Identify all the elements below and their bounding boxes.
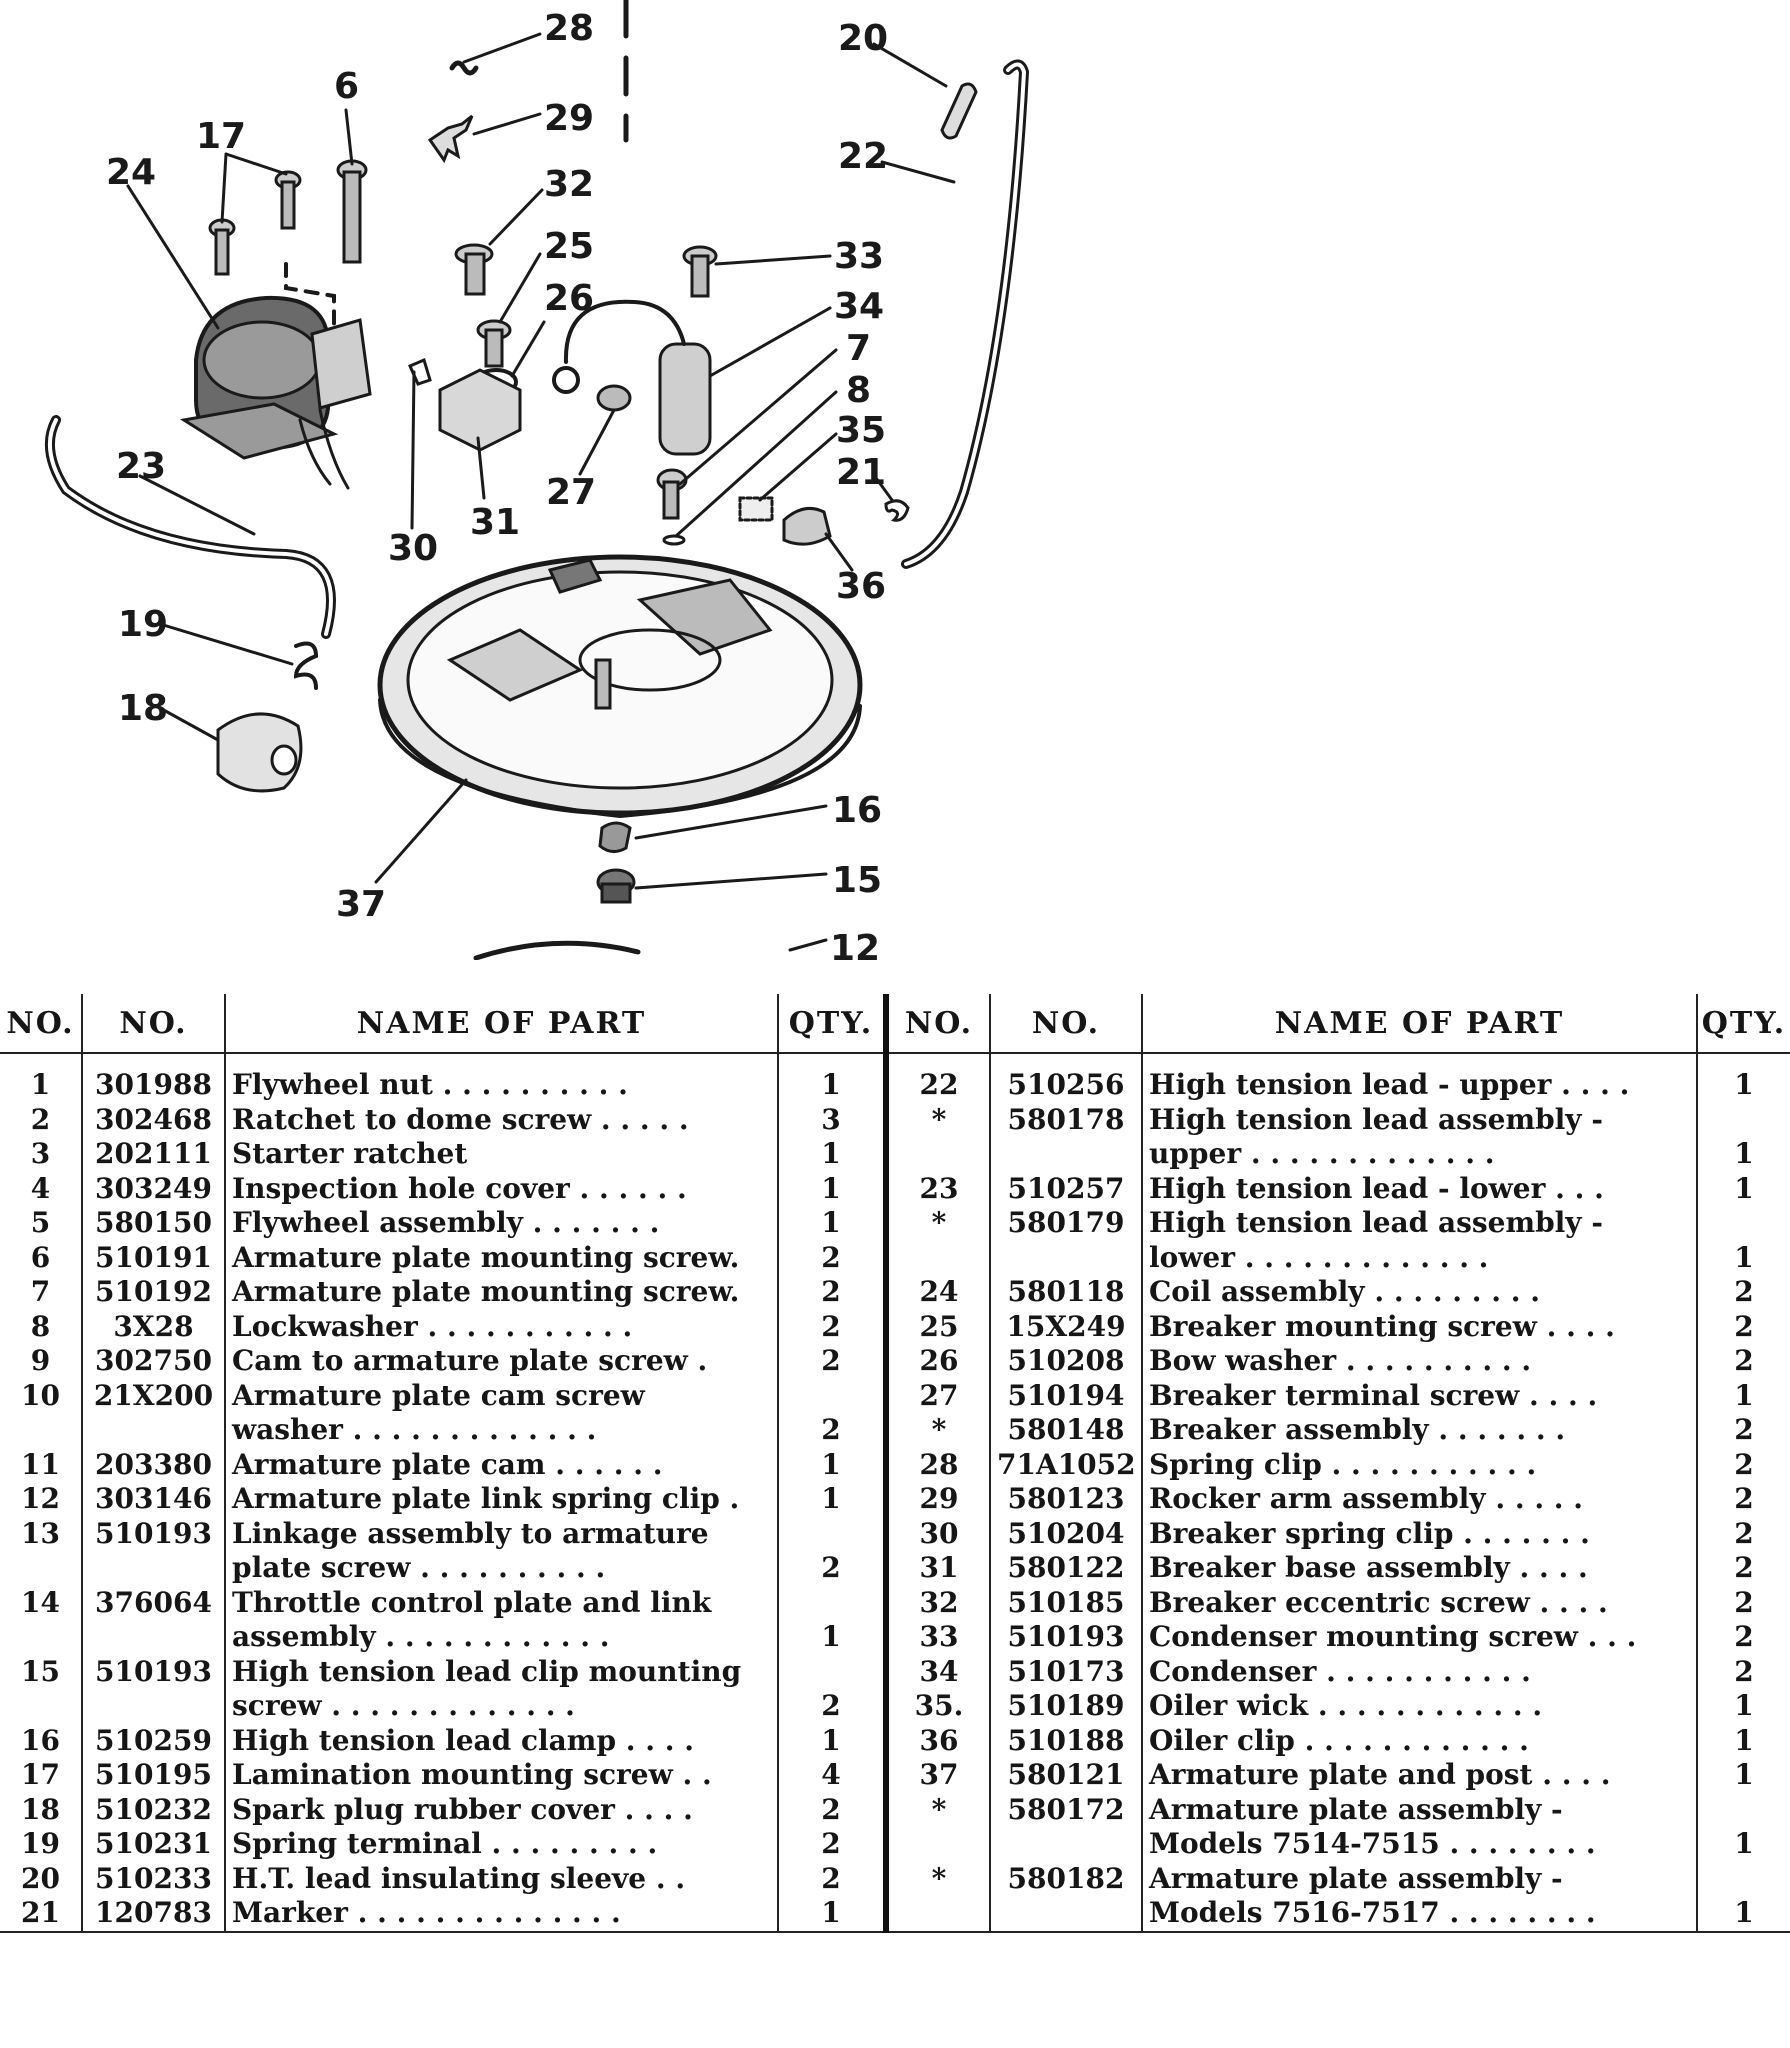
right-item-no: * xyxy=(886,1206,990,1241)
callout-6: 6 xyxy=(334,66,360,107)
header-part-no: NO. xyxy=(990,994,1142,1053)
right-item-no xyxy=(886,1827,990,1862)
parts-table-body xyxy=(0,1053,1790,1932)
right-qty: 2 xyxy=(1697,1413,1790,1448)
left-part-name: Throttle control plate and link xyxy=(225,1586,778,1621)
callout-19: 19 xyxy=(118,604,169,645)
right-item-no: 30 xyxy=(886,1517,990,1552)
table-row xyxy=(0,1310,1790,1345)
left-part-name: Armature plate mounting screw. xyxy=(225,1241,778,1276)
right-part-name: Condenser mounting screw . . . xyxy=(1142,1620,1697,1655)
table-row xyxy=(0,1896,1790,1932)
right-part-name: Models 7514-7515 . . . . . . . . xyxy=(1142,1827,1697,1862)
right-qty: 2 xyxy=(1697,1275,1790,1310)
left-part-name: Armature plate link spring clip . xyxy=(225,1482,778,1517)
table-row xyxy=(0,1758,1790,1793)
right-qty xyxy=(1697,1103,1790,1138)
right-qty: 1 xyxy=(1697,1379,1790,1414)
right-item-no: 25 xyxy=(886,1310,990,1345)
left-item-no: 10 xyxy=(21,1378,60,1412)
table-row xyxy=(0,1137,1790,1172)
right-part-no: 510185 xyxy=(990,1586,1142,1621)
left-part-no: 120783 xyxy=(82,1896,225,1932)
right-part-no: 15X249 xyxy=(990,1310,1142,1345)
left-part-name: Armature plate cam . . . . . . xyxy=(225,1448,778,1483)
left-part-name: assembly . . . . . . . . . . . . xyxy=(225,1620,778,1655)
right-item-no: 35. xyxy=(886,1689,990,1724)
right-item-no: 22 xyxy=(886,1068,990,1103)
right-part-name: Spring clip . . . . . . . . . . . xyxy=(1142,1448,1697,1483)
right-part-name: Breaker spring clip . . . . . . . xyxy=(1142,1517,1697,1552)
right-qty: 1 xyxy=(1697,1172,1790,1207)
right-item-no: 33 xyxy=(886,1620,990,1655)
callout-8: 8 xyxy=(846,370,872,411)
left-part-name: Lockwasher . . . . . . . . . . . xyxy=(225,1310,778,1345)
left-part-no: 510259 xyxy=(82,1724,225,1759)
left-item-no: 2 xyxy=(30,1102,51,1136)
left-item-no: 21 xyxy=(0,1896,82,1932)
table-row xyxy=(0,1586,1790,1621)
right-qty: 1 xyxy=(1697,1896,1790,1932)
left-part-no: 303146 xyxy=(82,1482,225,1517)
left-part-name: screw . . . . . . . . . . . . . xyxy=(225,1689,778,1724)
callout-25: 25 xyxy=(544,226,595,267)
right-part-name: Oiler wick . . . . . . . . . . . . xyxy=(1142,1689,1697,1724)
left-part-no: 510192 xyxy=(82,1275,225,1310)
right-part-no: 580122 xyxy=(990,1551,1142,1586)
right-item-no: * xyxy=(886,1793,990,1828)
header-qty: QTY. xyxy=(1697,994,1790,1053)
left-item-no: 7 xyxy=(30,1275,51,1308)
callout-36: 36 xyxy=(836,566,887,607)
right-part-no: 510193 xyxy=(990,1620,1142,1655)
right-item-no: * xyxy=(886,1413,990,1448)
left-part-name: Spring terminal . . . . . . . . . xyxy=(225,1827,778,1862)
callout-12: 12 xyxy=(830,928,881,960)
left-item-no: 16 xyxy=(21,1723,60,1757)
left-qty: 2 xyxy=(778,1793,886,1828)
left-qty xyxy=(778,1379,886,1414)
right-part-no xyxy=(990,1241,1142,1276)
right-part-no: 510208 xyxy=(990,1344,1142,1379)
left-item-no: 6 xyxy=(30,1240,51,1274)
right-part-no: 580178 xyxy=(990,1103,1142,1138)
left-qty: 1 xyxy=(778,1137,886,1172)
callout-34: 34 xyxy=(834,286,885,327)
right-qty: 2 xyxy=(1697,1551,1790,1586)
right-qty: 2 xyxy=(1697,1655,1790,1690)
right-qty: 1 xyxy=(1697,1068,1790,1103)
header-name-of-part: NAME OF PART xyxy=(225,994,778,1053)
right-item-no: 36 xyxy=(886,1724,990,1759)
right-item-no: 29 xyxy=(886,1482,990,1517)
parts-list xyxy=(0,994,1790,1944)
right-part-name: Breaker base assembly . . . . xyxy=(1142,1551,1697,1586)
callout-31: 31 xyxy=(470,502,521,543)
left-qty xyxy=(778,1517,886,1552)
callout-7: 7 xyxy=(846,328,872,369)
left-part-name: Armature plate mounting screw. xyxy=(225,1275,778,1310)
left-part-no xyxy=(82,1551,225,1586)
table-row xyxy=(0,1724,1790,1759)
right-part-no: 580148 xyxy=(990,1413,1142,1448)
left-part-no: 510231 xyxy=(82,1827,225,1862)
left-qty: 2 xyxy=(778,1689,886,1724)
left-item-no: 1 xyxy=(30,1068,51,1101)
header-item-no: NO. xyxy=(886,994,990,1053)
right-item-no xyxy=(886,1241,990,1276)
right-qty: 2 xyxy=(1697,1448,1790,1483)
left-qty: 2 xyxy=(778,1862,886,1897)
table-spacer-row xyxy=(0,1053,1790,1068)
table-row xyxy=(0,1275,1790,1310)
right-part-no: 510204 xyxy=(990,1517,1142,1552)
left-part-name: washer . . . . . . . . . . . . . xyxy=(225,1413,778,1448)
right-item-no: 23 xyxy=(886,1172,990,1207)
left-part-name: Linkage assembly to armature xyxy=(225,1517,778,1552)
left-part-no: 203380 xyxy=(82,1448,225,1483)
left-part-no: 510193 xyxy=(82,1517,225,1552)
left-item-no: 13 xyxy=(21,1516,60,1550)
header-item-no: NO. xyxy=(0,994,82,1053)
left-item-no xyxy=(0,1551,82,1586)
callout-21: 21 xyxy=(836,452,887,493)
left-part-no: 510193 xyxy=(82,1655,225,1690)
right-qty: 2 xyxy=(1697,1620,1790,1655)
left-part-no: 510191 xyxy=(82,1241,225,1276)
right-qty: 2 xyxy=(1697,1517,1790,1552)
right-qty: 2 xyxy=(1697,1586,1790,1621)
right-part-no xyxy=(990,1137,1142,1172)
table-row xyxy=(0,1862,1790,1897)
callout-28: 28 xyxy=(544,8,595,49)
callout-37: 37 xyxy=(336,884,387,925)
right-part-no: 580179 xyxy=(990,1206,1142,1241)
left-item-no: 20 xyxy=(21,1861,60,1895)
left-item-no: 18 xyxy=(21,1792,60,1826)
callout-22: 22 xyxy=(838,136,889,177)
callout-30: 30 xyxy=(388,528,439,569)
left-qty: 1 xyxy=(778,1896,886,1932)
left-item-no: 8 xyxy=(30,1309,51,1343)
left-qty: 1 xyxy=(778,1068,886,1103)
right-part-name: Breaker mounting screw . . . . xyxy=(1142,1310,1697,1345)
left-part-name: Flywheel assembly . . . . . . . xyxy=(225,1206,778,1241)
right-part-no: 580121 xyxy=(990,1758,1142,1793)
left-part-no: 302468 xyxy=(82,1103,225,1138)
right-part-no: 510188 xyxy=(990,1724,1142,1759)
left-item-no: 19 xyxy=(21,1827,60,1860)
left-qty: 3 xyxy=(778,1103,886,1138)
right-part-name: Coil assembly . . . . . . . . . xyxy=(1142,1275,1697,1310)
left-item-no: 5 xyxy=(30,1206,51,1239)
right-item-no: 28 xyxy=(886,1448,990,1483)
exploded-parts-diagram xyxy=(0,0,1790,960)
right-part-name: Models 7516-7517 . . . . . . . . xyxy=(1142,1896,1697,1932)
callout-17: 17 xyxy=(196,116,247,157)
left-part-no xyxy=(82,1620,225,1655)
left-part-no xyxy=(82,1413,225,1448)
left-qty: 1 xyxy=(778,1724,886,1759)
left-part-no: 510195 xyxy=(82,1758,225,1793)
left-qty: 4 xyxy=(778,1758,886,1793)
right-item-no: 32 xyxy=(886,1586,990,1621)
right-qty xyxy=(1697,1862,1790,1897)
right-qty xyxy=(1697,1206,1790,1241)
callout-29: 29 xyxy=(544,98,595,139)
right-part-name: Armature plate assembly - xyxy=(1142,1793,1697,1828)
table-row xyxy=(0,1172,1790,1207)
table-row xyxy=(0,1413,1790,1448)
left-part-name: H.T. lead insulating sleeve . . xyxy=(225,1862,778,1897)
left-part-no: 302750 xyxy=(82,1344,225,1379)
left-part-name: Starter ratchet xyxy=(225,1137,778,1172)
right-part-name: High tension lead - lower . . . xyxy=(1142,1172,1697,1207)
right-item-no: 24 xyxy=(886,1275,990,1310)
left-part-no: 301988 xyxy=(82,1068,225,1103)
right-part-no: 510257 xyxy=(990,1172,1142,1207)
right-part-name: High tension lead assembly - xyxy=(1142,1103,1697,1138)
right-part-no: 510256 xyxy=(990,1068,1142,1103)
callout-32: 32 xyxy=(544,164,595,205)
right-part-name: Rocker arm assembly . . . . . xyxy=(1142,1482,1697,1517)
left-item-no: 14 xyxy=(21,1585,60,1619)
left-item-no: 17 xyxy=(21,1758,60,1791)
right-part-no: 510194 xyxy=(990,1379,1142,1414)
left-qty: 2 xyxy=(778,1827,886,1862)
table-row xyxy=(0,1068,1790,1103)
left-qty: 1 xyxy=(778,1172,886,1207)
table-row xyxy=(0,1689,1790,1724)
right-item-no: 31 xyxy=(886,1551,990,1586)
left-qty: 1 xyxy=(778,1482,886,1517)
left-part-name: Spark plug rubber cover . . . . xyxy=(225,1793,778,1828)
left-part-name: Flywheel nut . . . . . . . . . . xyxy=(225,1068,778,1103)
left-part-name: High tension lead clip mounting xyxy=(225,1655,778,1690)
right-item-no: 37 xyxy=(886,1758,990,1793)
table-row xyxy=(0,1827,1790,1862)
right-part-no: 580182 xyxy=(990,1862,1142,1897)
parts-table xyxy=(0,994,1790,1933)
right-qty: 1 xyxy=(1697,1758,1790,1793)
right-part-name: Armature plate assembly - xyxy=(1142,1862,1697,1897)
table-row xyxy=(0,1206,1790,1241)
callout-26: 26 xyxy=(544,278,595,319)
right-item-no: 34 xyxy=(886,1655,990,1690)
right-item-no: 27 xyxy=(886,1379,990,1414)
callout-15: 15 xyxy=(832,860,883,901)
callout-27: 27 xyxy=(546,472,597,513)
left-part-name: Cam to armature plate screw . xyxy=(225,1344,778,1379)
right-part-name: Condenser . . . . . . . . . . . xyxy=(1142,1655,1697,1690)
right-part-no: 510189 xyxy=(990,1689,1142,1724)
table-row xyxy=(0,1103,1790,1138)
left-item-no xyxy=(0,1620,82,1655)
table-row xyxy=(0,1482,1790,1517)
left-part-no: 580150 xyxy=(82,1206,225,1241)
table-row xyxy=(0,1344,1790,1379)
right-part-no xyxy=(990,1896,1142,1932)
table-header-row xyxy=(0,994,1790,1053)
left-qty xyxy=(778,1586,886,1621)
right-part-no: 71A1052 xyxy=(990,1448,1142,1483)
left-qty: 2 xyxy=(778,1275,886,1310)
right-part-name: Oiler clip . . . . . . . . . . . . xyxy=(1142,1724,1697,1759)
left-part-name: Ratchet to dome screw . . . . . xyxy=(225,1103,778,1138)
right-part-name: Bow washer . . . . . . . . . . xyxy=(1142,1344,1697,1379)
left-part-name: Marker . . . . . . . . . . . . . . xyxy=(225,1896,778,1932)
left-qty: 2 xyxy=(778,1344,886,1379)
right-item-no: * xyxy=(886,1103,990,1138)
left-item-no xyxy=(0,1413,82,1448)
left-part-no: 3X28 xyxy=(82,1310,225,1345)
left-item-no: 4 xyxy=(30,1171,51,1205)
left-qty xyxy=(778,1655,886,1690)
right-part-no xyxy=(990,1827,1142,1862)
left-part-name: Armature plate cam screw xyxy=(225,1379,778,1414)
left-part-no: 21X200 xyxy=(82,1379,225,1414)
right-qty: 1 xyxy=(1697,1827,1790,1862)
left-qty: 2 xyxy=(778,1551,886,1586)
left-part-no: 376064 xyxy=(82,1586,225,1621)
left-part-name: Lamination mounting screw . . xyxy=(225,1758,778,1793)
left-part-name: High tension lead clamp . . . . xyxy=(225,1724,778,1759)
table-row xyxy=(0,1241,1790,1276)
callout-16: 16 xyxy=(832,790,883,831)
right-item-no: 26 xyxy=(886,1344,990,1379)
right-item-no xyxy=(886,1896,990,1932)
left-qty: 1 xyxy=(778,1206,886,1241)
table-row xyxy=(0,1655,1790,1690)
left-item-no xyxy=(0,1689,82,1724)
left-part-name: plate screw . . . . . . . . . . xyxy=(225,1551,778,1586)
right-part-name: Breaker assembly . . . . . . . xyxy=(1142,1413,1697,1448)
right-qty: 2 xyxy=(1697,1310,1790,1345)
table-row xyxy=(0,1379,1790,1414)
left-part-no: 303249 xyxy=(82,1172,225,1207)
header-part-no: NO. xyxy=(82,994,225,1053)
callout-33: 33 xyxy=(834,236,885,277)
left-qty: 1 xyxy=(778,1620,886,1655)
left-part-no xyxy=(82,1689,225,1724)
right-qty: 1 xyxy=(1697,1241,1790,1276)
table-row xyxy=(0,1517,1790,1552)
table-row xyxy=(0,1448,1790,1483)
right-part-no: 580172 xyxy=(990,1793,1142,1828)
right-part-name: Armature plate and post . . . . xyxy=(1142,1758,1697,1793)
left-item-no: 9 xyxy=(30,1344,51,1377)
right-part-name: upper . . . . . . . . . . . . . xyxy=(1142,1137,1697,1172)
right-qty: 1 xyxy=(1697,1724,1790,1759)
callout-18: 18 xyxy=(118,688,169,729)
right-part-name: High tension lead - upper . . . . xyxy=(1142,1068,1697,1103)
right-part-no: 580118 xyxy=(990,1275,1142,1310)
callout-23: 23 xyxy=(116,446,167,487)
right-part-name: Breaker eccentric screw . . . . xyxy=(1142,1586,1697,1621)
right-item-no xyxy=(886,1137,990,1172)
left-item-no: 12 xyxy=(21,1482,60,1515)
right-qty: 2 xyxy=(1697,1344,1790,1379)
right-qty xyxy=(1697,1793,1790,1828)
table-row xyxy=(0,1793,1790,1828)
left-qty: 2 xyxy=(778,1310,886,1345)
callout-24: 24 xyxy=(106,152,157,193)
left-part-name: Inspection hole cover . . . . . . xyxy=(225,1172,778,1207)
header-name-of-part: NAME OF PART xyxy=(1142,994,1697,1053)
left-qty: 1 xyxy=(778,1448,886,1483)
right-part-name: High tension lead assembly - xyxy=(1142,1206,1697,1241)
left-part-no: 510232 xyxy=(82,1793,225,1828)
right-part-no: 510173 xyxy=(990,1655,1142,1690)
callout-20: 20 xyxy=(838,18,889,59)
left-item-no: 15 xyxy=(21,1654,60,1688)
table-row xyxy=(0,1551,1790,1586)
left-item-no: 11 xyxy=(21,1447,60,1481)
right-item-no: * xyxy=(886,1862,990,1897)
table-row xyxy=(0,1620,1790,1655)
callout-35: 35 xyxy=(836,410,887,451)
left-part-no: 510233 xyxy=(82,1862,225,1897)
right-qty: 2 xyxy=(1697,1482,1790,1517)
left-qty: 2 xyxy=(778,1241,886,1276)
right-part-no: 580123 xyxy=(990,1482,1142,1517)
right-part-name: lower . . . . . . . . . . . . . xyxy=(1142,1241,1697,1276)
right-qty: 1 xyxy=(1697,1137,1790,1172)
header-qty: QTY. xyxy=(778,994,886,1053)
left-qty: 2 xyxy=(778,1413,886,1448)
left-item-no: 3 xyxy=(30,1137,51,1170)
right-part-name: Breaker terminal screw . . . . xyxy=(1142,1379,1697,1414)
left-part-no: 202111 xyxy=(82,1137,225,1172)
right-qty: 1 xyxy=(1697,1689,1790,1724)
